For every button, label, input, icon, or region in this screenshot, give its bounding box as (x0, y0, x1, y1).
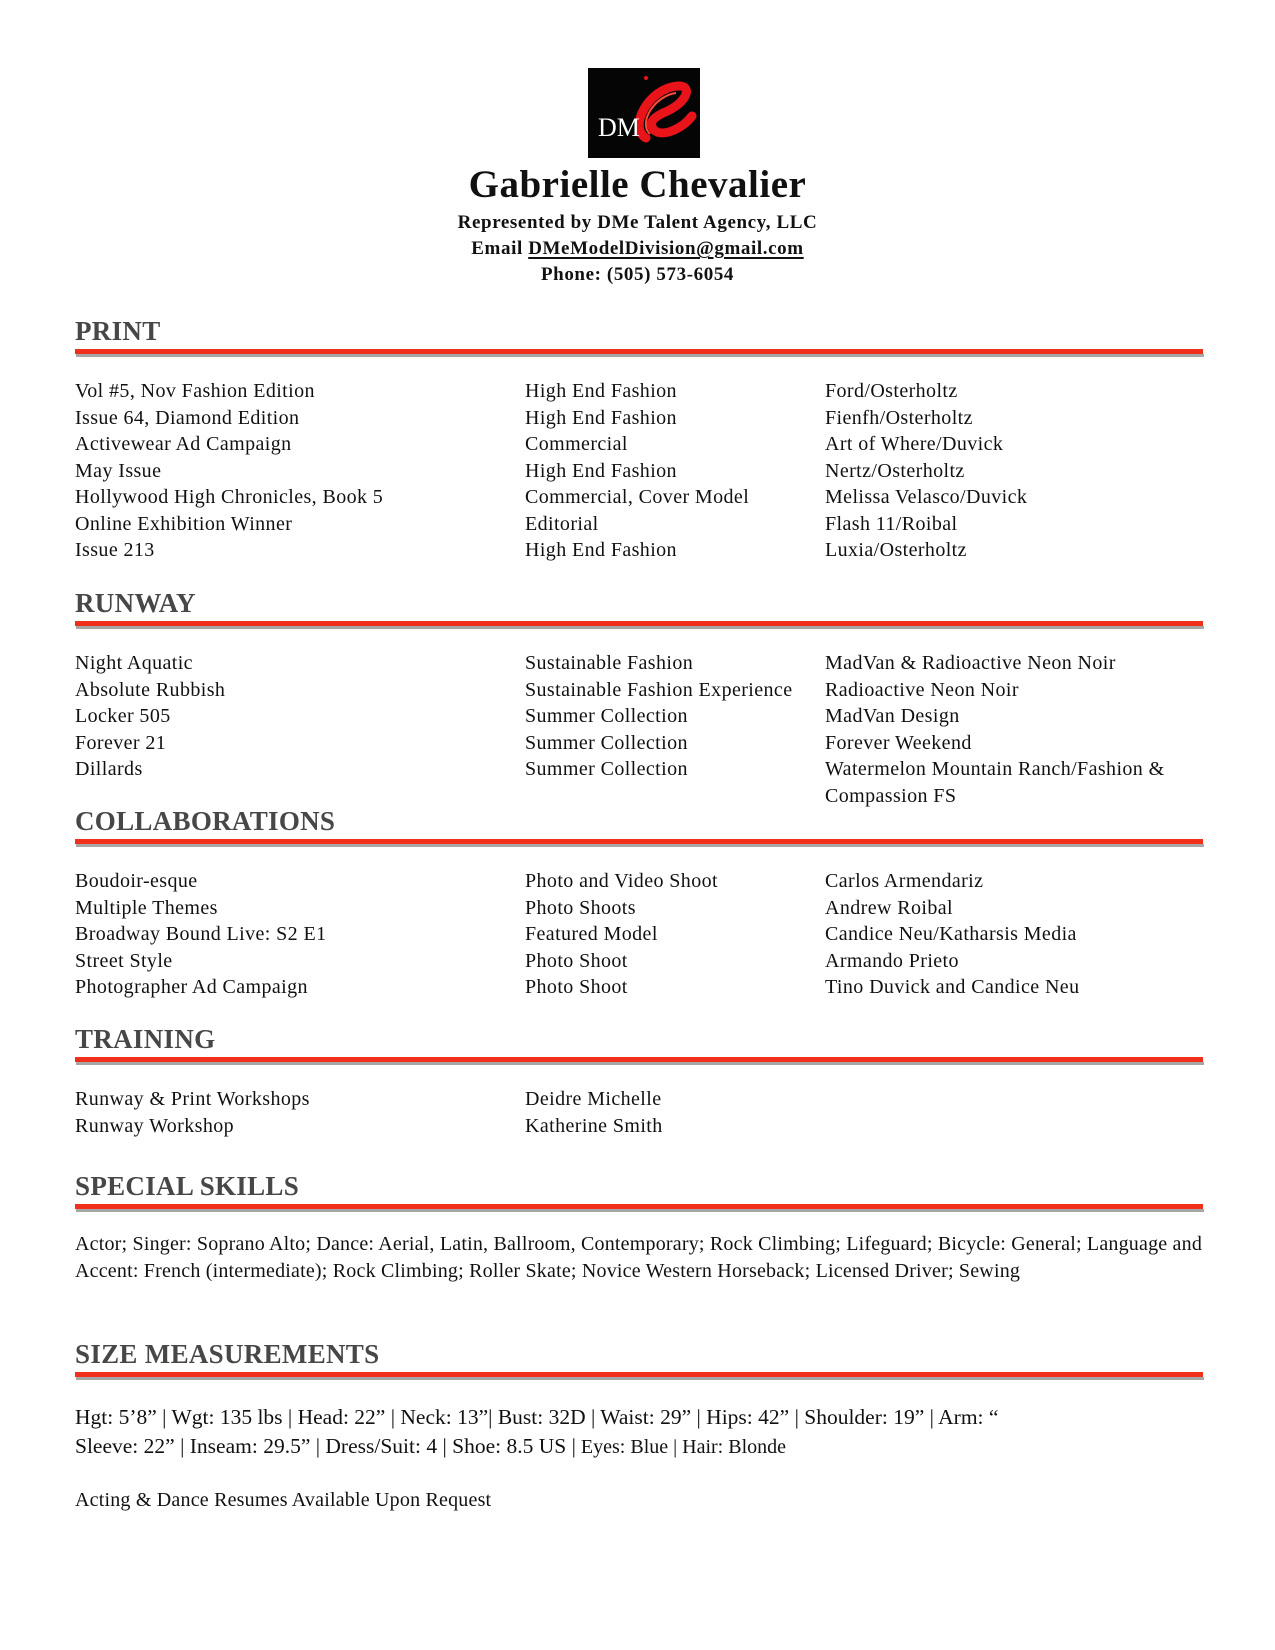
project-name: Locker 505 (75, 705, 171, 727)
project-type: Sustainable Fashion (525, 652, 694, 674)
section-divider (75, 1204, 1203, 1212)
project-type: High End Fashion (525, 406, 677, 429)
list-row (75, 974, 1215, 1001)
runway-list (75, 650, 1215, 809)
credit: Ford/Osterholtz (825, 380, 958, 402)
representation: Represented by DMe Talent Agency, LLC (457, 212, 818, 233)
email-line (0, 238, 1275, 260)
project-type: Photo Shoots (525, 896, 636, 919)
project-type: Summer Collection (525, 731, 688, 754)
list-row (75, 730, 1215, 757)
project-type: Summer Collection (525, 705, 688, 727)
section-size-measurements (75, 1339, 1205, 1380)
section-title: TRAINING (75, 1024, 216, 1054)
project-type: Photo Shoot (525, 949, 628, 972)
project-name: Night Aquatic (75, 652, 193, 674)
project-type: High End Fashion (525, 459, 677, 482)
project-name: May Issue (75, 459, 162, 482)
list-row (75, 431, 1215, 458)
project-type: High End Fashion (525, 380, 677, 402)
credit: Tino Duvick and Candice Neu (825, 976, 1080, 998)
print-list (75, 378, 1215, 564)
section-divider (75, 839, 1203, 847)
section-title: PRINT (75, 316, 161, 346)
project-name: Dillards (75, 758, 143, 780)
measurements-line-1: Hgt: 5’8” | Wgt: 135 lbs | Head: 22” | Neck: 13”| Bust: 32D | Waist: 29” | Hips: 42” | Shoulder: 19” | Arm: “ (75, 1405, 999, 1429)
section-divider (75, 1057, 1203, 1065)
project-type: Summer Collection (525, 758, 688, 780)
list-row (75, 484, 1215, 511)
project-type: Photo Shoot (525, 976, 628, 998)
project-name: Multiple Themes (75, 896, 218, 919)
section-runway (75, 588, 1205, 629)
email-label: Email (471, 238, 529, 259)
project-type: Katherine Smith (525, 1114, 663, 1137)
project-type: Featured Model (525, 923, 658, 945)
project-type: Photo and Video Shoot (525, 870, 718, 892)
project-name: Boudoir-esque (75, 870, 198, 892)
credit: Watermelon Mountain Ranch/Fashion & (825, 758, 1165, 780)
credit: Candice Neu/Katharsis Media (825, 923, 1077, 945)
credit: Forever Weekend (825, 731, 972, 754)
logo-text: DM (598, 113, 640, 142)
project-name: Absolute Rubbish (75, 678, 226, 701)
credit: MadVan & Radioactive Neon Noir (825, 652, 1116, 674)
measurements-eyes-hair: Eyes: Blue | Hair: Blonde (575, 1436, 786, 1458)
collaborations-list (75, 868, 1215, 1001)
section-special-skills (75, 1171, 1205, 1212)
project-type: Editorial (525, 512, 599, 535)
footer-note: Acting & Dance Resumes Available Upon Request (75, 1489, 492, 1511)
credit: Melissa Velasco/Duvick (825, 486, 1028, 508)
credit: Nertz/Osterholtz (825, 459, 965, 482)
phone: Phone: (505) 573-6054 (540, 264, 735, 285)
project-name: Vol #5, Nov Fashion Edition (75, 380, 315, 402)
project-type: Sustainable Fashion Experience (525, 678, 793, 701)
section-divider (75, 621, 1203, 629)
section-title: SIZE MEASUREMENTS (75, 1339, 380, 1369)
section-divider (75, 349, 1203, 357)
project-name: Street Style (75, 949, 173, 972)
list-row (75, 537, 1215, 564)
credit: Luxia/Osterholtz (825, 539, 967, 561)
project-name: Issue 213 (75, 539, 155, 561)
credit: Fienfh/Osterholtz (825, 406, 973, 429)
project-name: Photographer Ad Campaign (75, 976, 308, 998)
list-row (75, 756, 1215, 783)
measurements-line-2 (75, 1432, 1205, 1462)
section-title: COLLABORATIONS (75, 806, 336, 836)
list-row (75, 921, 1215, 948)
project-type: Commercial, Cover Model (525, 486, 750, 508)
measurements (75, 1403, 1205, 1462)
project-name: Runway Workshop (75, 1114, 235, 1137)
project-type: High End Fashion (525, 539, 677, 561)
credit: Radioactive Neon Noir (825, 678, 1019, 701)
logo-mark (588, 68, 700, 158)
list-row (75, 458, 1215, 485)
project-name: Online Exhibition Winner (75, 512, 293, 535)
credit: Armando Prieto (825, 949, 959, 972)
section-training (75, 1024, 1205, 1065)
list-row (75, 650, 1215, 677)
training-list (75, 1086, 1215, 1139)
model-name: Gabrielle Chevalier (468, 163, 807, 206)
measurements-main: Sleeve: 22” | Inseam: 29.5” | Dress/Suit: 4 | Shoe: 8.5 US | (75, 1434, 576, 1458)
project-name: Forever 21 (75, 731, 167, 754)
credit: Carlos Armendariz (825, 870, 984, 892)
project-name: Issue 64, Diamond Edition (75, 406, 300, 429)
list-row (75, 677, 1215, 704)
project-type: Commercial (525, 433, 628, 455)
credit: MadVan Design (825, 705, 960, 727)
email-link[interactable]: DMeModelDivision@gmail.com (528, 238, 804, 259)
project-type: Deidre Michelle (525, 1088, 662, 1110)
list-row (75, 895, 1215, 922)
credit: Flash 11/Roibal (825, 512, 958, 535)
section-divider (75, 1372, 1203, 1380)
list-row (75, 948, 1215, 975)
list-row (75, 511, 1215, 538)
project-name: Runway & Print Workshops (75, 1088, 310, 1110)
project-name: Hollywood High Chronicles, Book 5 (75, 486, 384, 508)
section-title: SPECIAL SKILLS (75, 1171, 300, 1201)
section-title: RUNWAY (75, 588, 196, 618)
credit: Compassion FS (825, 784, 957, 807)
credit: Andrew Roibal (825, 896, 953, 919)
list-row (75, 405, 1215, 432)
list-row (75, 868, 1215, 895)
agency-logo (588, 68, 700, 158)
credit: Art of Where/Duvick (825, 433, 1004, 455)
special-skills-text: Actor; Singer: Soprano Alto; Dance: Aerial, Latin, Ballroom, Contemporary; Rock Climbing; Lifeguard; Bicycle: General; Language and Accent: French (intermediate); Rock Climbing; Roller Skate; Novice Western Horseback; Licensed Driver; Sewing (75, 1233, 1203, 1282)
project-name: Broadway Bound Live: S2 E1 (75, 923, 327, 945)
section-collaborations (75, 806, 1205, 847)
list-row (75, 1113, 1215, 1140)
list-row (75, 703, 1215, 730)
list-row (75, 1086, 1215, 1113)
section-print (75, 316, 1205, 357)
project-name: Activewear Ad Campaign (75, 433, 292, 455)
list-row (75, 378, 1215, 405)
